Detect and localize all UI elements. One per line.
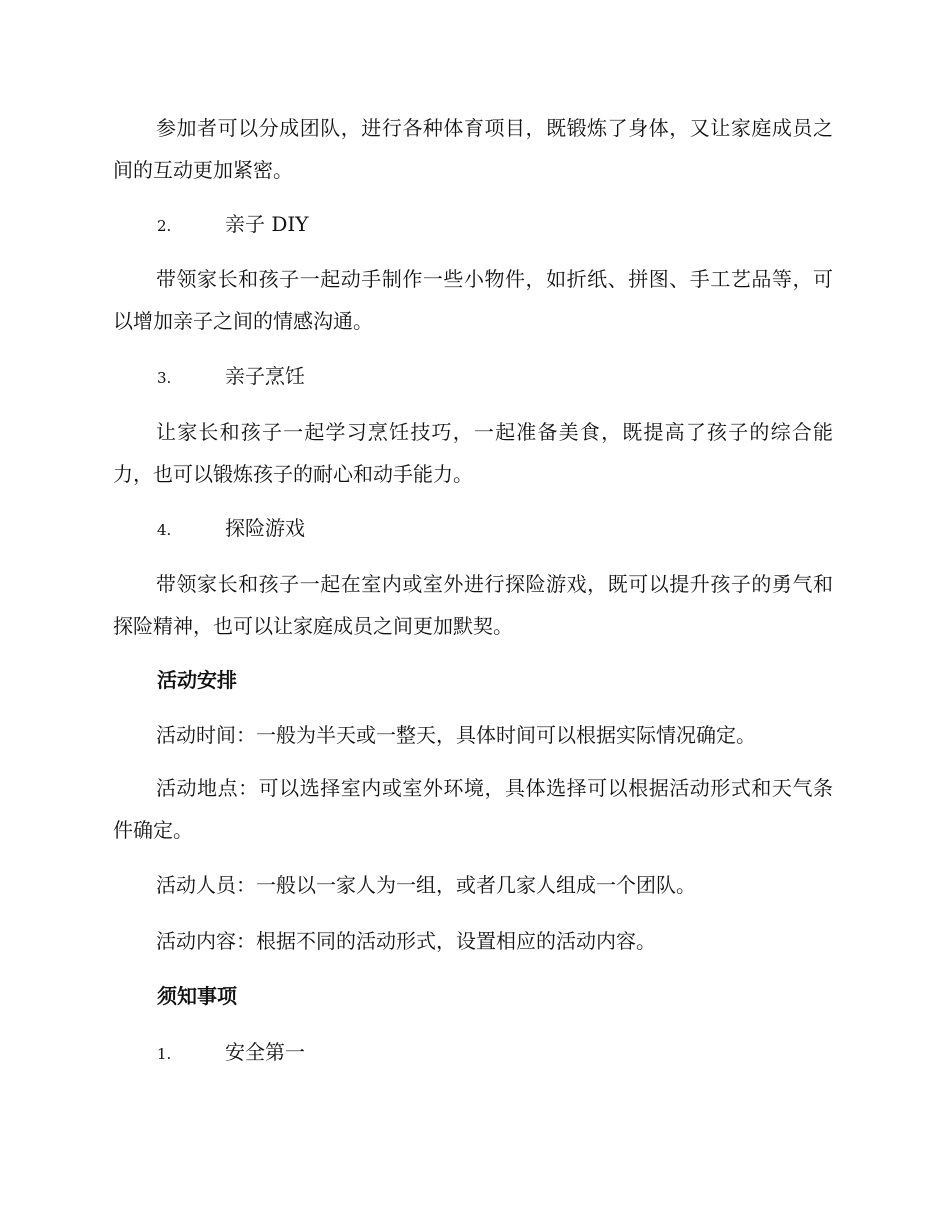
list-item-diy xyxy=(157,212,309,238)
paragraph-cooking: 让家长和孩子一起学习烹饪技巧，一起准备美食，既提高了孩子的综合能力，也可以锻炼孩子的耐心和动手能力。 xyxy=(113,420,833,486)
list-number: 3. xyxy=(157,369,172,387)
list-number: 1. xyxy=(157,1045,172,1063)
list-title: 安全第一 xyxy=(225,1040,305,1064)
heading-schedule: 活动安排 xyxy=(157,668,237,692)
paragraph-activity-people: 活动人员：一般以一家人为一组，或者几家人组成一个团队。 xyxy=(156,873,696,897)
list-title: 探险游戏 xyxy=(225,516,305,540)
list-item-safety xyxy=(157,1040,305,1066)
list-title: 亲子烹饪 xyxy=(225,364,305,388)
paragraph-team-sports: 参加者可以分成团队，进行各种体育项目，既锻炼了身体，又让家庭成员之间的互动更加紧密。 xyxy=(113,116,833,182)
list-number: 4. xyxy=(157,521,172,539)
paragraph-activity-place: 活动地点：可以选择室内或室外环境，具体选择可以根据活动形式和天气条件确定。 xyxy=(113,776,833,842)
paragraph-activity-time: 活动时间：一般为半天或一整天，具体时间可以根据实际情况确定。 xyxy=(156,723,756,747)
list-item-adventure xyxy=(157,516,305,542)
heading-notes: 须知事项 xyxy=(157,984,237,1008)
paragraph-activity-content: 活动内容：根据不同的活动形式，设置相应的活动内容。 xyxy=(156,929,656,953)
paragraph-adventure: 带领家长和孩子一起在室内或室外进行探险游戏，既可以提升孩子的勇气和探险精神，也可以让家庭成员之间更加默契。 xyxy=(113,572,833,638)
list-number: 2. xyxy=(157,217,172,235)
paragraph-diy: 带领家长和孩子一起动手制作一些小物件，如折纸、拼图、手工艺品等，可以增加亲子之间的情感沟通。 xyxy=(113,267,833,333)
list-item-cooking xyxy=(157,364,305,390)
list-title: 亲子 DIY xyxy=(225,212,309,236)
